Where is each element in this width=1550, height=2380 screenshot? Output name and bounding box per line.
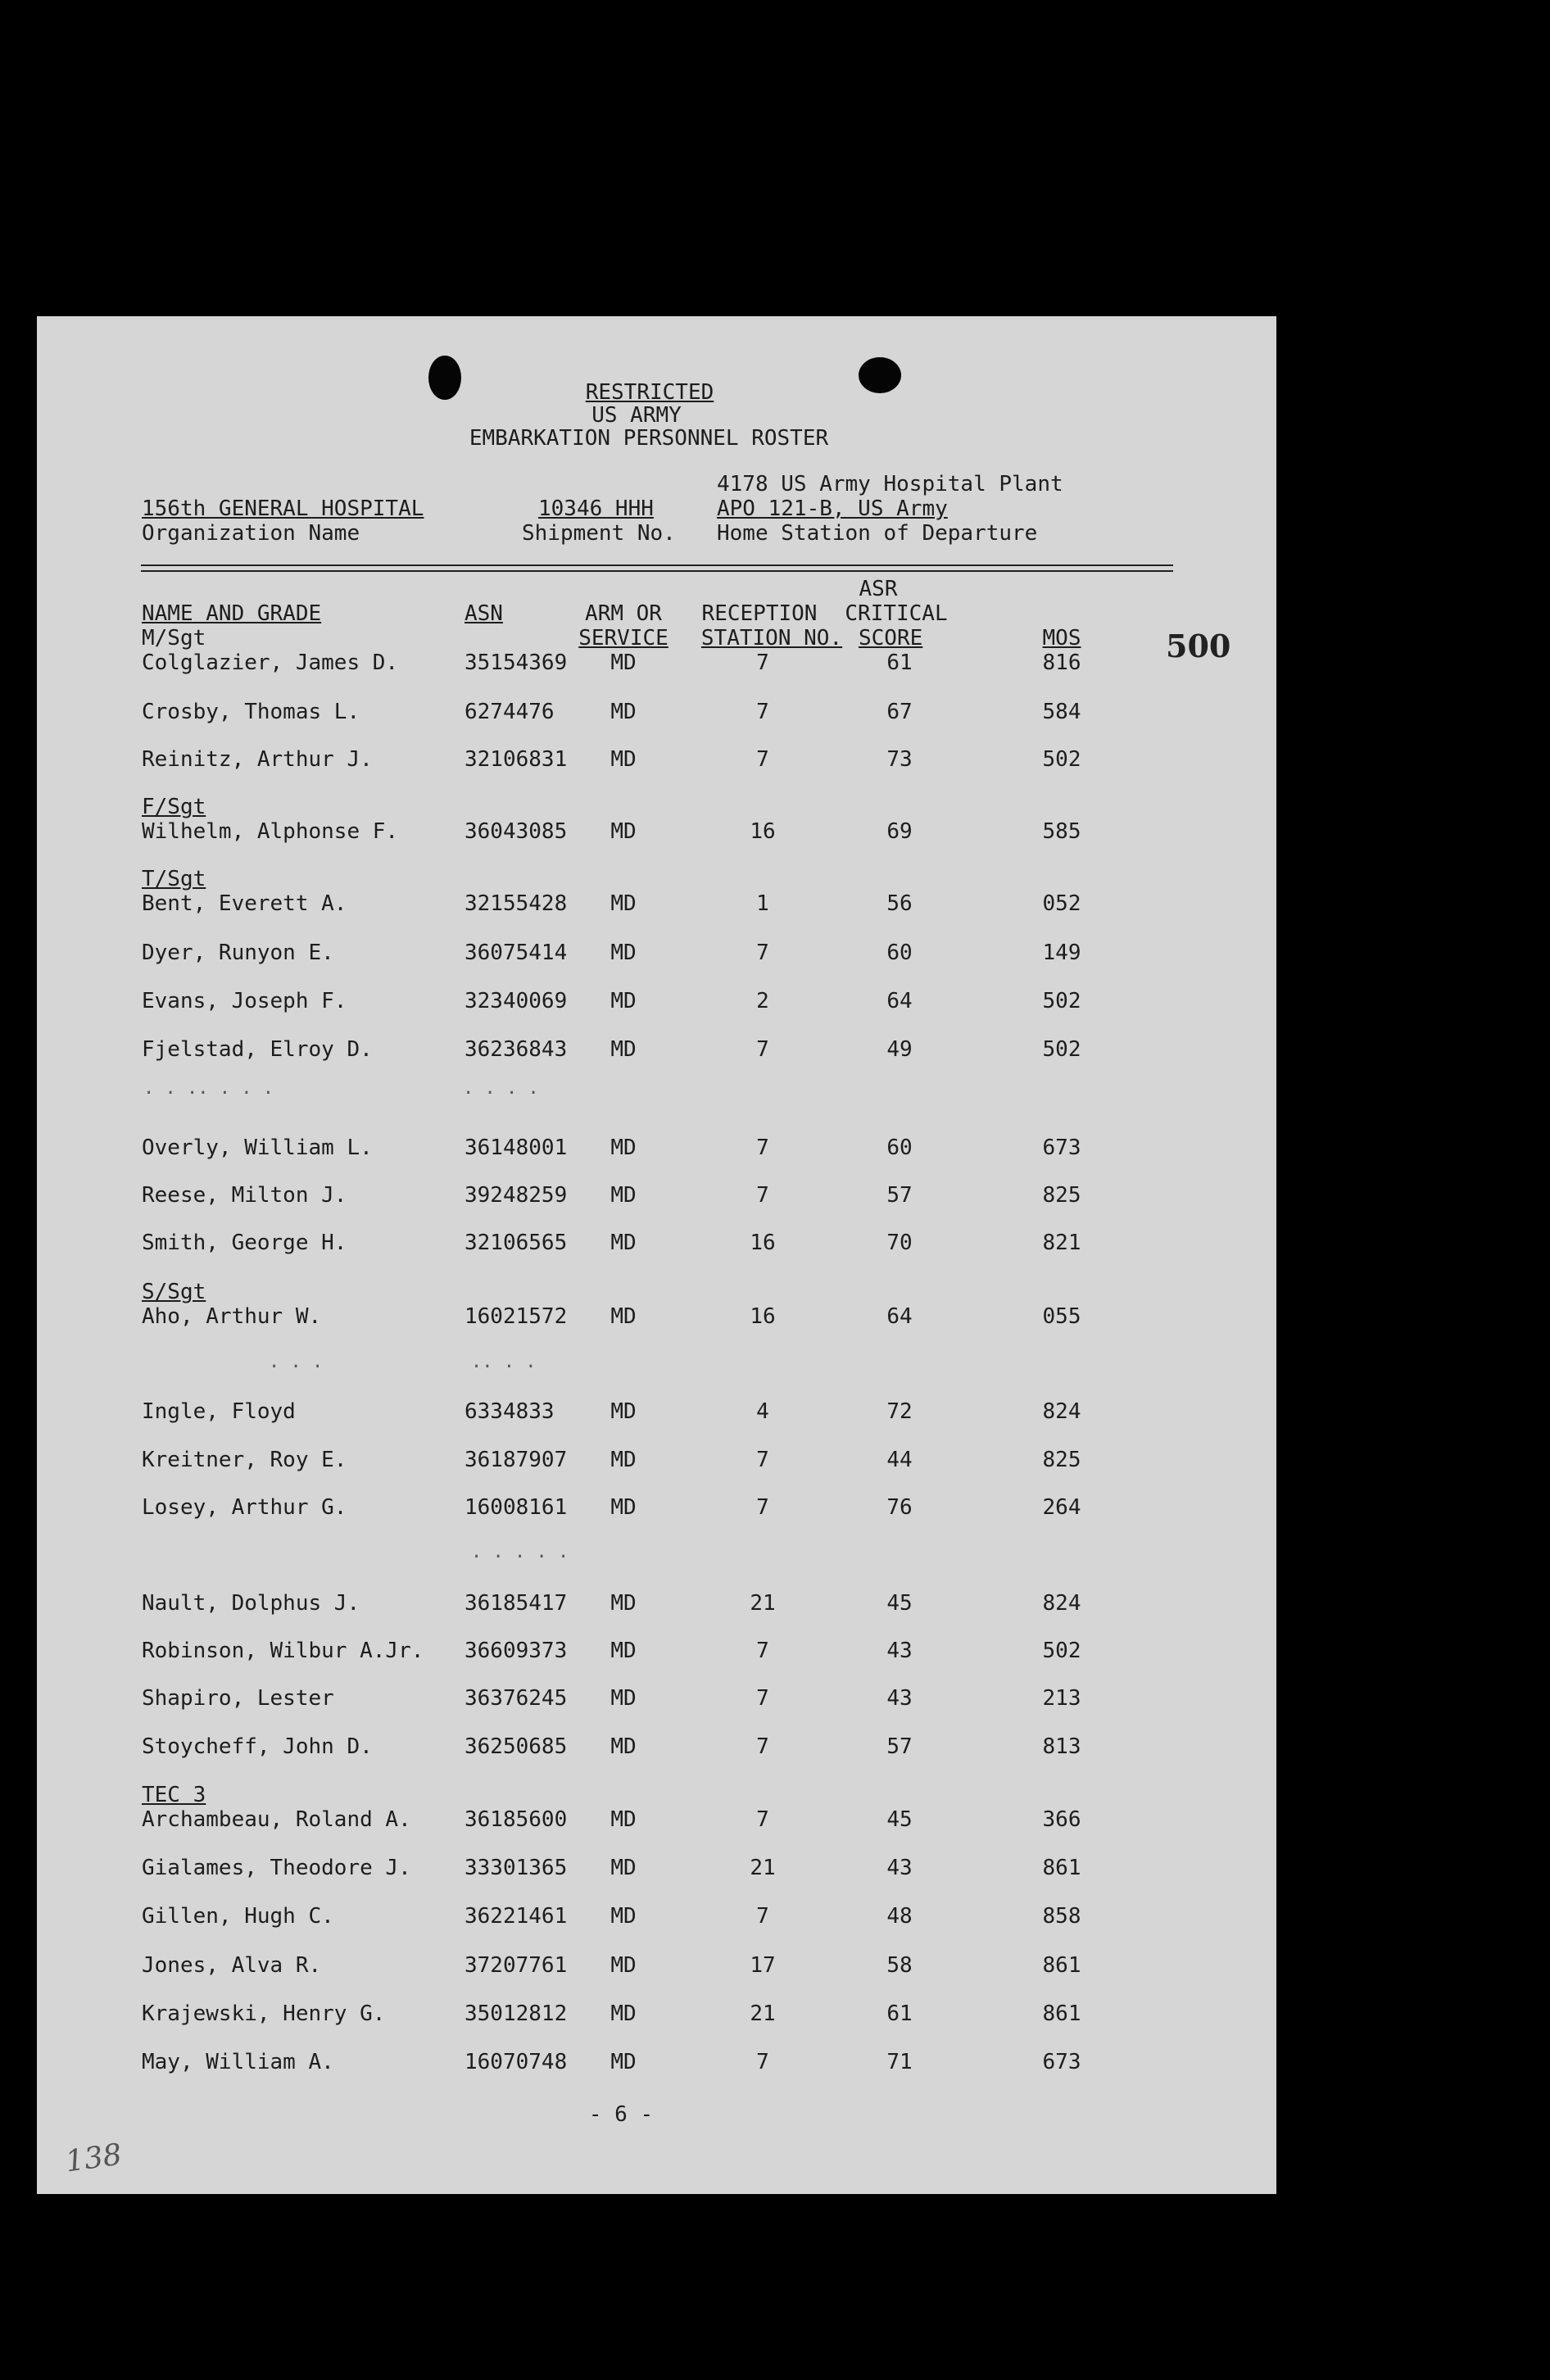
grade-heading: TEC 3 <box>142 1783 206 1807</box>
cell-arm: MD <box>610 989 637 1013</box>
cell-asn: 32340069 <box>465 989 568 1013</box>
cell-asr: 64 <box>886 1304 913 1329</box>
cell-rec: 7 <box>756 1448 769 1472</box>
illegible-row: · · · · <box>463 1083 539 1104</box>
cell-asr: 73 <box>886 747 913 772</box>
cell-name: Evans, Joseph F. <box>142 989 347 1013</box>
cell-arm: MD <box>610 1399 637 1424</box>
classification: RESTRICTED <box>585 380 714 405</box>
cell-mos: 149 <box>1042 941 1081 965</box>
cell-arm: MD <box>610 1448 637 1472</box>
cell-arm: MD <box>610 1037 637 1062</box>
punch-hole-right <box>859 357 901 393</box>
cell-name: Losey, Arthur G. <box>142 1495 347 1520</box>
cell-mos: 584 <box>1042 700 1081 724</box>
cell-rec: 4 <box>756 1399 769 1424</box>
cell-name: Ingle, Floyd <box>142 1399 296 1424</box>
cell-mos: 861 <box>1042 1953 1081 1978</box>
cell-name: Fjelstad, Elroy D. <box>142 1037 373 1062</box>
cell-arm: MD <box>610 1183 637 1208</box>
cell-name: Robinson, Wilbur A.Jr. <box>142 1639 424 1663</box>
cell-mos: 502 <box>1042 1639 1081 1663</box>
page-stamp: 500 <box>1166 628 1231 664</box>
cell-asr: 45 <box>886 1807 913 1832</box>
header-rule-bottom <box>141 570 1173 572</box>
cell-rec: 16 <box>750 1231 776 1255</box>
cell-mos: 502 <box>1042 989 1081 1013</box>
cell-rec: 16 <box>750 819 776 844</box>
cell-name: Jones, Alva R. <box>142 1953 322 1978</box>
cell-mos: 858 <box>1042 1904 1081 1929</box>
cell-mos: 825 <box>1042 1183 1081 1208</box>
cell-rec: 7 <box>756 2050 769 2074</box>
home-station-line1: 4178 US Army Hospital Plant <box>717 472 1063 496</box>
cell-arm: MD <box>610 2050 637 2074</box>
cell-asr: 45 <box>886 1591 913 1616</box>
cell-name: Dyer, Runyon E. <box>142 941 334 965</box>
cell-name: Bent, Everett A. <box>142 891 347 916</box>
organization-label: Organization Name <box>142 521 360 546</box>
col-reception-line2: STATION NO. <box>700 626 843 651</box>
cell-arm: MD <box>610 1304 637 1329</box>
cell-rec: 7 <box>756 651 769 675</box>
cell-asn: 36148001 <box>465 1136 568 1160</box>
illegible-row: ·· · · <box>471 1357 537 1377</box>
cell-name: Gillen, Hugh C. <box>142 1904 334 1929</box>
cell-arm: MD <box>610 1953 637 1978</box>
cell-name: Reinitz, Arthur J. <box>142 747 373 772</box>
cell-asn: 36187907 <box>465 1448 568 1472</box>
home-station-label: Home Station of Departure <box>717 521 1038 546</box>
cell-mos: 213 <box>1042 1686 1081 1711</box>
cell-arm: MD <box>610 1639 637 1663</box>
cell-arm: MD <box>610 1734 637 1759</box>
cell-mos: 816 <box>1042 651 1081 675</box>
cell-asn: 36043085 <box>465 819 568 844</box>
cell-name: Krajewski, Henry G. <box>142 2001 386 2026</box>
illegible-row: · · · · · <box>471 1547 569 1567</box>
cell-name: Crosby, Thomas L. <box>142 700 360 724</box>
cell-asr: 58 <box>886 1953 913 1978</box>
cell-arm: MD <box>610 2001 637 2026</box>
cell-rec: 1 <box>756 891 769 916</box>
cell-name: Kreitner, Roy E. <box>142 1448 347 1472</box>
header-rule-top <box>141 564 1173 566</box>
col-reception-line1: RECEPTION <box>701 601 818 626</box>
col-arm-line2: SERVICE <box>578 626 668 651</box>
cell-name: Shapiro, Lester <box>142 1686 334 1711</box>
home-station-line2: APO 121-B, US Army <box>717 496 948 521</box>
cell-mos: 673 <box>1042 2050 1081 2074</box>
cell-asr: 44 <box>886 1448 913 1472</box>
cell-rec: 7 <box>756 747 769 772</box>
cell-asn: 33301365 <box>465 1856 568 1880</box>
cell-asr: 57 <box>886 1734 913 1759</box>
grade-heading: F/Sgt <box>142 795 206 819</box>
punch-hole-left <box>428 356 461 400</box>
cell-mos: 055 <box>1042 1304 1081 1329</box>
cell-mos: 052 <box>1042 891 1081 916</box>
cell-arm: MD <box>610 1807 637 1832</box>
cell-asn: 36185417 <box>465 1591 568 1616</box>
cell-rec: 17 <box>750 1953 776 1978</box>
cell-arm: MD <box>610 1136 637 1160</box>
agency: US ARMY <box>591 403 682 428</box>
cell-rec: 7 <box>756 1686 769 1711</box>
cell-arm: MD <box>610 700 637 724</box>
cell-asn: 32106565 <box>465 1231 568 1255</box>
cell-mos: 813 <box>1042 1734 1081 1759</box>
cell-arm: MD <box>610 891 637 916</box>
cell-asr: 60 <box>886 1136 913 1160</box>
cell-mos: 824 <box>1042 1399 1081 1424</box>
cell-asr: 72 <box>886 1399 913 1424</box>
cell-asr: 64 <box>886 989 913 1013</box>
cell-asn: 16021572 <box>465 1304 568 1329</box>
cell-asr: 61 <box>886 2001 913 2026</box>
col-asr-line1: ASR <box>859 577 898 601</box>
cell-arm: MD <box>610 651 637 675</box>
document-title: EMBARKATION PERSONNEL ROSTER <box>469 426 829 451</box>
cell-asn: 16008161 <box>465 1495 568 1520</box>
cell-name: Gialames, Theodore J. <box>142 1856 411 1880</box>
grade-heading: T/Sgt <box>142 867 206 891</box>
cell-name: May, William A. <box>142 2050 334 2074</box>
cell-mos: 585 <box>1042 819 1081 844</box>
cell-mos: 673 <box>1042 1136 1081 1160</box>
cell-mos: 502 <box>1042 1037 1081 1062</box>
cell-arm: MD <box>610 1495 637 1520</box>
cell-asr: 67 <box>886 700 913 724</box>
cell-arm: MD <box>610 1686 637 1711</box>
cell-name: Stoycheff, John D. <box>142 1734 373 1759</box>
cell-asr: 43 <box>886 1639 913 1663</box>
cell-asr: 61 <box>886 651 913 675</box>
cell-name: Archambeau, Roland A. <box>142 1807 411 1832</box>
cell-mos: 366 <box>1042 1807 1081 1832</box>
cell-rec: 2 <box>756 989 769 1013</box>
cell-arm: MD <box>610 1591 637 1616</box>
cell-asn: 36236843 <box>465 1037 568 1062</box>
cell-mos: 502 <box>1042 747 1081 772</box>
cell-asn: 36609373 <box>465 1639 568 1663</box>
cell-name: Colglazier, James D. <box>142 651 399 675</box>
cell-rec: 7 <box>756 1037 769 1062</box>
cell-asr: 76 <box>886 1495 913 1520</box>
col-asr-line2: CRITICAL <box>845 601 948 626</box>
cell-arm: MD <box>610 1856 637 1880</box>
cell-asr: 57 <box>886 1183 913 1208</box>
cell-mos: 264 <box>1042 1495 1081 1520</box>
cell-rec: 7 <box>756 1904 769 1929</box>
col-asn: ASN <box>465 601 503 626</box>
cell-name: Wilhelm, Alphonse F. <box>142 819 399 844</box>
cell-asr: 56 <box>886 891 913 916</box>
roster-page <box>37 316 1276 2194</box>
cell-asr: 60 <box>886 941 913 965</box>
cell-name: Smith, George H. <box>142 1231 347 1255</box>
grade-heading: S/Sgt <box>142 1280 206 1304</box>
cell-asn: 32155428 <box>465 891 568 916</box>
cell-asn: 32106831 <box>465 747 568 772</box>
cell-rec: 7 <box>756 1807 769 1832</box>
cell-rec: 21 <box>750 1856 776 1880</box>
cell-asn: 36376245 <box>465 1686 568 1711</box>
cell-asr: 70 <box>886 1231 913 1255</box>
illegible-row: · · · <box>269 1357 324 1377</box>
col-arm-line1: ARM OR <box>585 601 662 626</box>
cell-mos: 821 <box>1042 1231 1081 1255</box>
cell-arm: MD <box>610 941 637 965</box>
cell-mos: 861 <box>1042 1856 1081 1880</box>
organization-name: 156th GENERAL HOSPITAL <box>142 496 424 521</box>
illegible-row: · · ·· · · · <box>143 1083 274 1104</box>
cell-asr: 43 <box>886 1686 913 1711</box>
cell-name: Reese, Milton J. <box>142 1183 347 1208</box>
cell-asn: 37207761 <box>465 1953 568 1978</box>
cell-asn: 35012812 <box>465 2001 568 2026</box>
cell-rec: 16 <box>750 1304 776 1329</box>
cell-arm: MD <box>610 819 637 844</box>
cell-arm: MD <box>610 1231 637 1255</box>
cell-rec: 7 <box>756 941 769 965</box>
cell-rec: 21 <box>750 2001 776 2026</box>
margin-note: 138 <box>63 2137 125 2179</box>
cell-name: Aho, Arthur W. <box>142 1304 322 1329</box>
cell-rec: 21 <box>750 1591 776 1616</box>
cell-asn: 16070748 <box>465 2050 568 2074</box>
cell-asn: 6334833 <box>465 1399 555 1424</box>
cell-rec: 7 <box>756 1136 769 1160</box>
col-name-grade: NAME AND GRADE <box>142 601 322 626</box>
cell-asn: 36185600 <box>465 1807 568 1832</box>
cell-rec: 7 <box>756 700 769 724</box>
page-number: - 6 - <box>588 2102 654 2127</box>
cell-asr: 71 <box>886 2050 913 2074</box>
cell-arm: MD <box>610 1904 637 1929</box>
cell-rec: 7 <box>756 1495 769 1520</box>
cell-asn: 39248259 <box>465 1183 568 1208</box>
cell-rec: 7 <box>756 1734 769 1759</box>
cell-asr: 43 <box>886 1856 913 1880</box>
cell-mos: 825 <box>1042 1448 1081 1472</box>
cell-asr: 69 <box>886 819 913 844</box>
cell-name: Nault, Dolphus J. <box>142 1591 360 1616</box>
cell-asn: 36250685 <box>465 1734 568 1759</box>
cell-mos: 824 <box>1042 1591 1081 1616</box>
shipment-number: 10346 HHH <box>538 496 654 521</box>
cell-name: Overly, William L. <box>142 1136 373 1160</box>
cell-rec: 7 <box>756 1639 769 1663</box>
cell-asn: 36075414 <box>465 941 568 965</box>
cell-rec: 7 <box>756 1183 769 1208</box>
cell-asn: 6274476 <box>465 700 555 724</box>
cell-mos: 861 <box>1042 2001 1081 2026</box>
grade-heading: M/Sgt <box>142 626 206 651</box>
shipment-label: Shipment No. <box>522 521 676 546</box>
col-asr-line3: SCORE <box>859 626 923 651</box>
cell-asn: 35154369 <box>465 651 568 675</box>
col-mos: MOS <box>1042 626 1081 651</box>
cell-asn: 36221461 <box>465 1904 568 1929</box>
cell-arm: MD <box>610 747 637 772</box>
cell-asr: 49 <box>886 1037 913 1062</box>
cell-asr: 48 <box>886 1904 913 1929</box>
